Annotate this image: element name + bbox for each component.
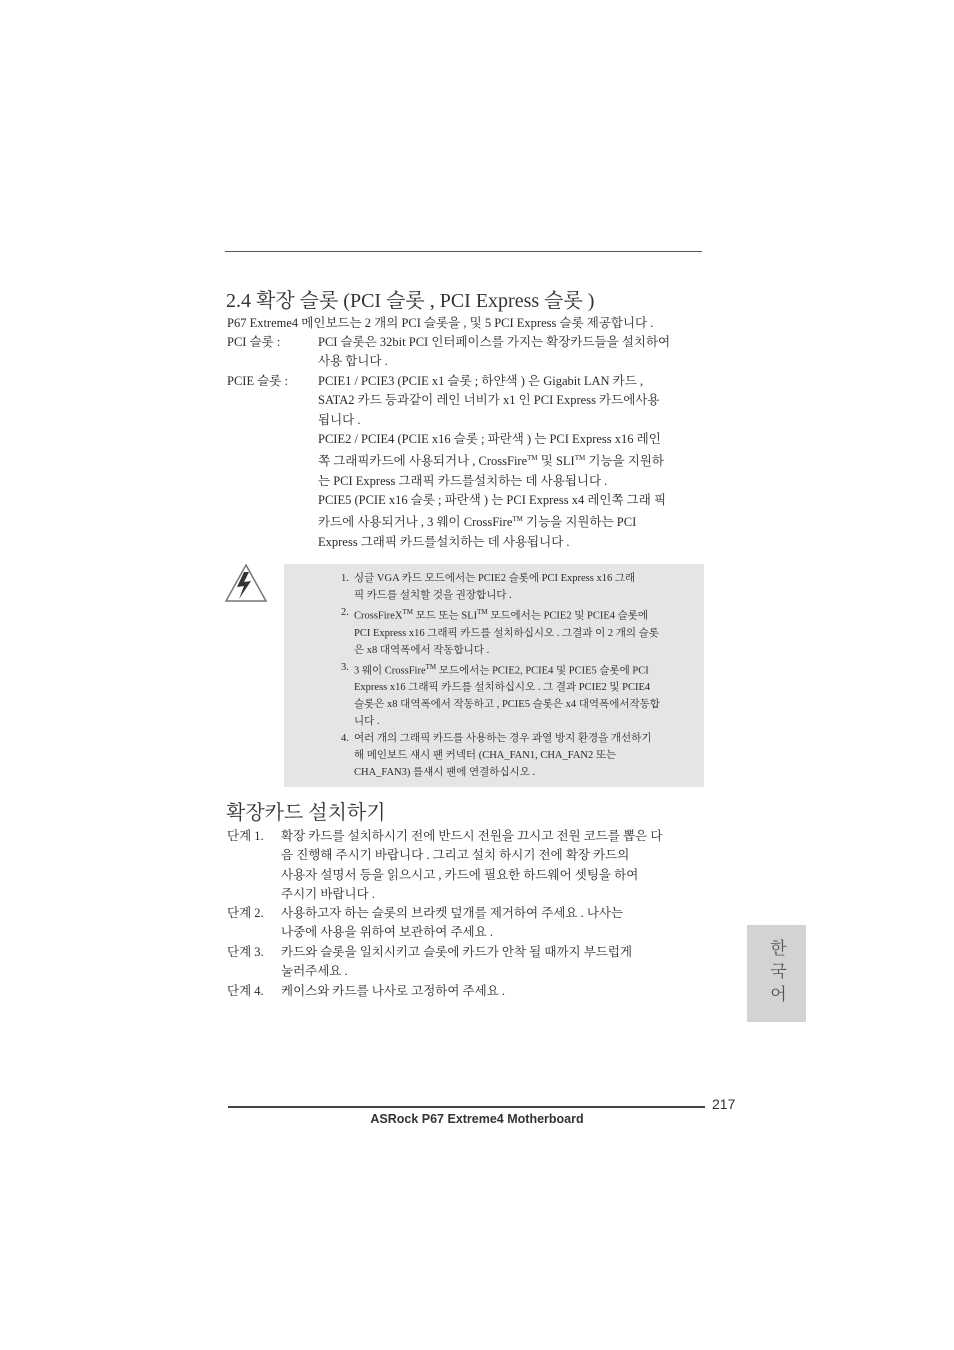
note-item: 4. 여러 개의 그래픽 카드를 사용하는 경우 과열 방지 환경을 개선하기 해 메인보드 섀시 팬 커넥터 (CHA_FAN1, CHA_FAN2 또는 CHA_FAN3) 를섀시 팬에 연결하십시오 . [341,733,652,778]
language-side-tab-label: 한국어 [766,939,786,1008]
pcie-p3-line-2: 카드에 사용되거나 , 3 웨이 CrossFire™ 기능을 지원하는 PCI [318,515,637,530]
top-rule [225,251,702,252]
pcie-p2-line-1: PCIE2 / PCIE4 (PCIE x16 슬롯 ; 파란색 ) 는 PCI Express x16 레인 [318,431,661,446]
footer-text: ASRock P67 Extreme4 Motherboard [370,1112,584,1126]
section-title: 2.4 확장 슬롯 (PCI 슬롯 , PCI Express 슬롯 ) [226,290,595,312]
step-2-text: 사용하고자 하는 슬롯의 브라켓 덮개를 제거하여 주세요 . 나사는 나중에 사용을 위하여 보관하여 주세요 . [281,906,624,940]
step-3-text: 카드와 슬롯을 일치시키고 슬롯에 카드가 안착 될 때까지 부드럽게 눌러주세요 . [281,945,633,979]
pci-line-1: PCI 슬롯은 32bit PCI 인터페이스를 가지는 확장카드들을 설치하여 [318,335,671,349]
page-number: 217 [712,1096,736,1112]
pcie-p2-line-3: 는 PCI Express 그래픽 카드를설치하는 데 사용됩니다 . [318,473,608,488]
pcie-p2-line-2: 쪽 그래픽카드에 사용되거나 , CrossFire™ 및 SLI™ 기능을 지원하 [318,454,664,469]
warning-icon [224,562,268,604]
step-2-label: 단계 2. [227,906,264,920]
pcie-p1-line-2: SATA2 카드 등과같이 레인 너비가 x1 인 PCI Express 카드에사용 [318,393,660,408]
footer-rule [228,1106,705,1108]
pcie-p3-line-1: PCIE5 (PCIE x16 슬롯 ; 파란색 ) 는 PCI Express x4 레인쪽 그래 픽 [318,492,667,507]
notes-list [341,570,703,781]
pcie-p3-line-3: Express 그래픽 카드를설치하는 데 사용됩니다 . [318,534,570,549]
tm-mark: TM [527,454,538,463]
pcie-slot-label: PCIE 슬롯 : [227,374,288,388]
intro-text: P67 Extreme4 메인보드는 2 개의 PCI 슬롯을 , 및 5 PCI Express 슬롯 제공합니다 . [227,316,654,330]
pcie-p1-line-3: 됩니다 . [318,412,361,427]
tm-mark: TM [512,515,523,524]
step-1-label: 단계 1. [227,829,264,843]
pci-line-2: 사용 합니다 . [318,354,388,369]
step-4-text: 케이스와 카드를 나사로 고정하여 주세요 . [281,984,506,998]
pcie-p1-line-1: PCIE1 / PCIE3 (PCIE x1 슬롯 ; 하얀색 ) 은 Gigabit LAN 카드 , [318,374,644,388]
tm-mark: TM [574,454,586,463]
step-3-label: 단계 3. [227,945,264,959]
install-title: 확장카드 설치하기 [226,802,386,824]
pcie-slot-description [318,372,706,552]
step-4-label: 단계 4. [227,984,264,998]
pci-slot-description [318,333,706,372]
note-item: 1. 싱글 VGA 카드 모드에서는 PCIE2 슬롯에 PCI Express x16 그래 픽 카드를 설치할 것을 권장합니다 . [341,573,636,601]
note-item: 3. 3 웨이 CrossFire™ 모드에서는 PCIE2, PCIE4 및 PCIE5 슬롯에 PCI Express x16 그래픽 카드를 설치하십시오 . 그 결과 PCIE2 및 PCIE4 슬롯은 x8 대역폭에서 작동하고 , PCIE5 슬롯은 x4 대역폭에서작동합 니다 . [341,661,660,727]
note-item: 2. CrossFireX™ 모드 또는 SLI™ 모드에서는 PCIE2 및 PCIE4 슬롯에 PCI Express x16 그래픽 카드를 설치하십시오 . 그결과 이 2 개의 슬롯 은 x8 대역폭에서 작동합니다 . [341,607,659,656]
step-1-text: 확장 카드를 설치하시기 전에 반드시 전원을 끄시고 전원 코드를 뽑은 다 음 진행해 주시기 바랍니다 . 그리고 설치 하시기 전에 확장 카드의 사용자 설명서 등을 읽으시고 , 카드에 필요한 하드웨어 셋팅을 하여 주시기 바랍니다 . [281,829,663,901]
pci-slot-label: PCI 슬롯 : [227,335,281,349]
